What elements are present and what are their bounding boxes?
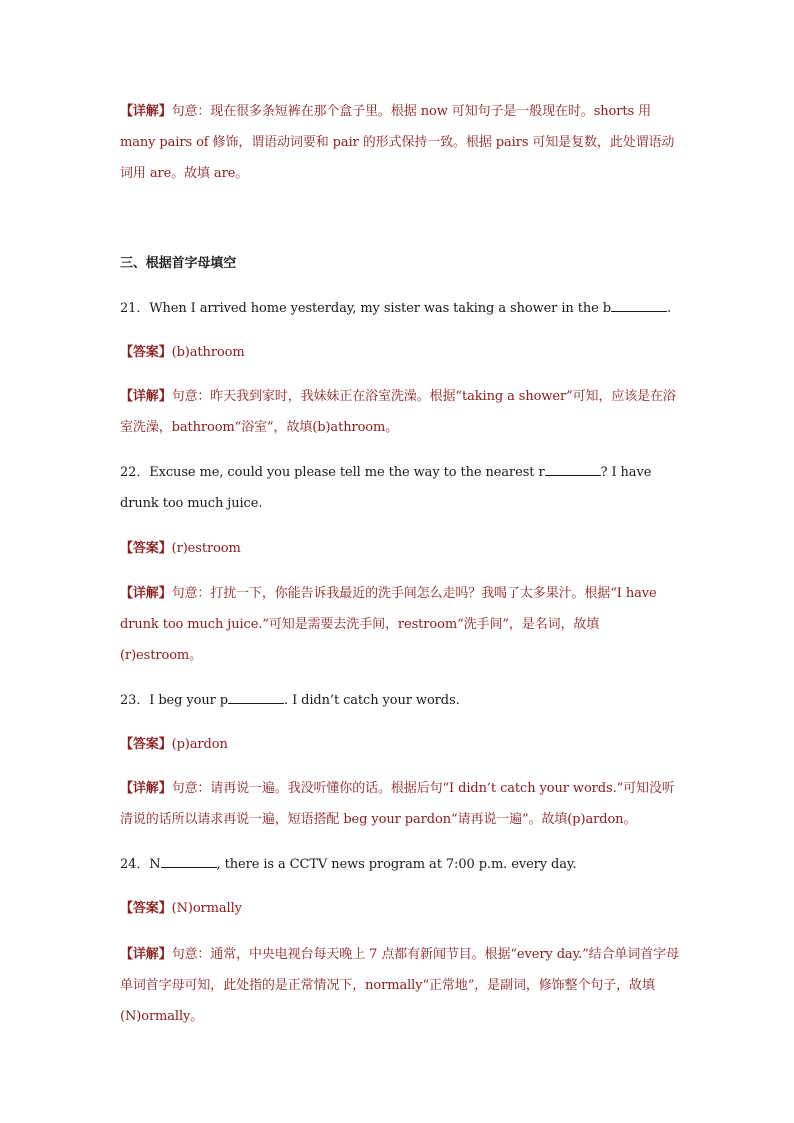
answer-blank — [611, 299, 667, 312]
question-text-after: . I didn’t catch your words. — [284, 693, 460, 708]
question-22 — [120, 457, 680, 519]
question-text-before: N — [149, 857, 161, 872]
answer-tag: 【答案】 — [120, 541, 172, 556]
question-number: 24． — [120, 857, 150, 872]
answer-tag: 【答案】 — [120, 737, 172, 752]
answer-text: (b)athroom — [171, 345, 245, 360]
detail-tag: 【详解】 — [120, 104, 172, 119]
detail-paragraph-20 — [120, 96, 680, 189]
question-text-after: , there is a CCTV news program at 7:00 p.m. every day. — [216, 857, 577, 872]
detail-tag: 【详解】 — [120, 389, 172, 404]
detail-24 — [120, 939, 680, 1032]
detail-21 — [120, 381, 680, 443]
answer-23 — [120, 729, 680, 760]
question-text-before: When I arrived home yesterday, my sister was taking a shower in the b — [149, 301, 611, 316]
detail-23 — [120, 773, 680, 835]
question-number: 23． — [120, 693, 150, 708]
answer-text: (p)ardon — [171, 737, 228, 752]
question-text-before: I beg your p — [149, 693, 228, 708]
answer-24 — [120, 893, 680, 924]
answer-blank — [545, 463, 601, 476]
detail-text: 句意：现在很多条短裤在那个盒子里。根据 now 可知句子是一般现在时。shorts 用 many pairs of 修饰，谓语动词要和 pair 的形式保持一致。根据 pairs 可知是复数，此处谓语动词用 are。故填 are。 — [120, 104, 675, 181]
detail-tag: 【详解】 — [120, 781, 172, 796]
detail-text: 句意：请再说一遍。我没听懂你的话。根据后句“I didn’t catch your words.”可知没听清说的话所以请求再说一遍，短语搭配 beg your pardon“请再说一遍”。故填(p)ardon。 — [120, 781, 675, 827]
answer-tag: 【答案】 — [120, 901, 172, 916]
question-text-before: Excuse me, could you please tell me the way to the nearest r — [149, 465, 545, 480]
detail-22 — [120, 578, 680, 671]
detail-text: 句意：昨天我到家时，我妹妹正在浴室洗澡。根据“taking a shower”可知，应该是在浴室洗澡，bathroom“浴室”，故填(b)athroom。 — [120, 389, 676, 435]
answer-text: (N)ormally — [171, 901, 242, 916]
answer-blank — [228, 691, 284, 704]
answer-text: (r)estroom — [171, 541, 241, 556]
question-text-after: ? I have drunk too much juice. — [120, 465, 652, 511]
section-heading: 三、根据首字母填空 — [120, 256, 237, 271]
answer-tag: 【答案】 — [120, 345, 172, 360]
detail-text: 句意：打扰一下，你能告诉我最近的洗手间怎么走吗？我喝了太多果汁。根据“I have drunk too much juice.”可知是需要去洗手间，restroom“洗手间”，是名词，故填(r)estroom。 — [120, 586, 657, 663]
answer-22 — [120, 533, 680, 564]
answer-21 — [120, 337, 680, 368]
detail-text: 句意：通常，中央电视台每天晚上 7 点都有新闻节目。根据“every day.”结合单词首字母单词首字母可知，此处指的是正常情况下，normally“正常地”，是副词，修饰整个句子，故填(N)ormally。 — [120, 947, 679, 1024]
question-number: 22． — [120, 465, 150, 480]
answer-blank — [161, 855, 217, 868]
question-text-after: . — [666, 301, 671, 316]
question-number: 21． — [120, 301, 150, 316]
question-21 — [120, 293, 680, 324]
detail-tag: 【详解】 — [120, 947, 172, 962]
detail-tag: 【详解】 — [120, 586, 172, 601]
question-24 — [120, 849, 680, 880]
question-23 — [120, 685, 680, 716]
